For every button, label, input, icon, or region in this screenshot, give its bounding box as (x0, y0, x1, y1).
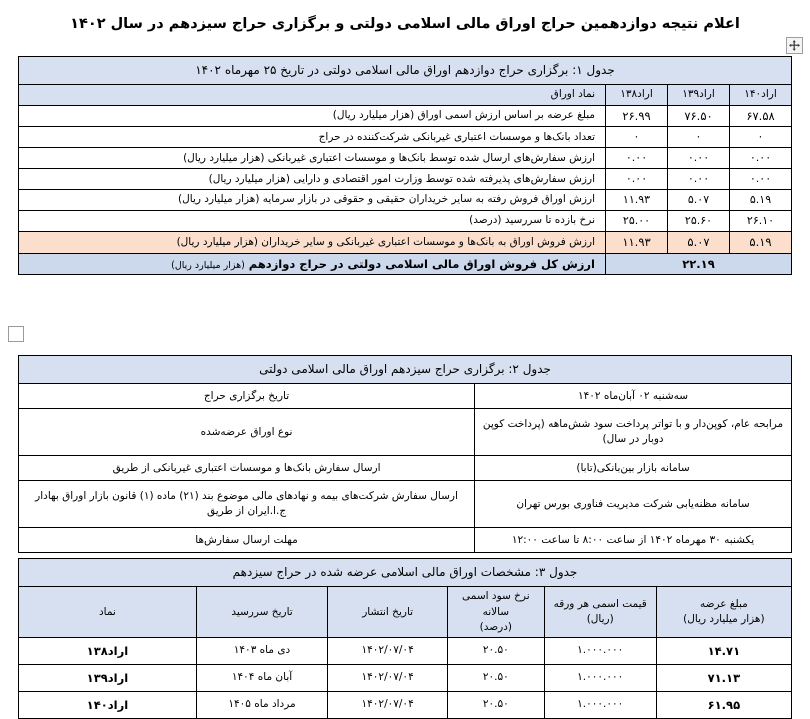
column-header-symbol: نماد (19, 587, 197, 638)
cell-value: ۰ (730, 127, 792, 148)
cell-value: ۵.۱۹ (730, 231, 792, 253)
cell-value: سه‌شنبه ۰۲ آبان‌ماه ۱۴۰۲ (475, 384, 792, 409)
cell-value: مرابحه عام، کوپن‌دار و با تواتر پرداخت سود شش‌ماهه (پرداخت کوپن دوبار در سال) (475, 409, 792, 456)
table-row (19, 169, 792, 190)
table-1-container (18, 56, 792, 275)
column-header-line2: (درصد) (479, 620, 513, 633)
cell-value: سامانه بازار بین‌بانکی(تابا) (475, 456, 792, 481)
total-label (19, 253, 606, 275)
cell-value: ۱۱.۹۳ (606, 231, 668, 253)
move-icon[interactable] (786, 37, 803, 54)
cell-issue-date: ۱۴۰۲/۰۷/۰۴ (328, 692, 448, 719)
cell-label: ارزش سفارش‌های پذیرفته شده توسط وزارت امور اقتصادی و دارایی (هزار میلیارد ریال) (19, 169, 606, 190)
cell-value: ۷۶.۵۰ (668, 105, 730, 127)
cell-symbol: اراد۱۳۸ (19, 638, 197, 665)
total-label-unit: (هزار میلیارد ریال) (171, 259, 245, 271)
cell-value: ۰ (668, 127, 730, 148)
cell-label: ارزش فروش اوراق به بانک‌ها و موسسات اعتباری غیربانکی و سایر خریداران (هزار میلیارد ریال) (19, 231, 606, 253)
table-row-header (19, 587, 792, 638)
column-header-face-value (544, 587, 656, 638)
table-row (19, 481, 792, 528)
table-row (19, 127, 792, 148)
column-header-maturity-date: تاریخ سررسید (196, 587, 327, 638)
table-row (19, 148, 792, 169)
cell-label: مبلغ عرضه بر اساس ارزش اسمی اوراق (هزار میلیارد ریال) (19, 105, 606, 127)
total-label-main: ارزش کل فروش اوراق مالی اسلامی دولتی در حراج دوازدهم (248, 256, 595, 271)
table-row-title (19, 559, 792, 587)
table-row-total (19, 253, 792, 275)
table-auction-thirteenth-details (18, 355, 792, 553)
table-row (19, 528, 792, 553)
cell-symbol: اراد۱۴۰ (19, 692, 197, 719)
column-header-arad140: اراد۱۴۰ (730, 85, 792, 105)
table-1-title: جدول ۱: برگزاری حراج دوازدهم اوراق مالی اسلامی دولتی در تاریخ ۲۵ مهرماه ۱۴۰۲ (19, 57, 792, 85)
cell-face-value: ۱.۰۰۰.۰۰۰ (544, 692, 656, 719)
table-row-title (19, 356, 792, 384)
cell-label: ارزش اوراق فروش رفته به سایر خریداران حقیقی و حقوقی در بازار سرمایه (هزار میلیارد ریال) (19, 190, 606, 211)
cell-label: ارسال سفارش بانک‌ها و موسسات اعتباری غیربانکی از طریق (19, 456, 475, 481)
cell-value: ۰.۰۰ (606, 148, 668, 169)
cell-label: تعداد بانک‌ها و موسسات اعتباری غیربانکی شرکت‌کننده در حراج (19, 127, 606, 148)
cell-value: یکشنبه ۳۰ مهرماه ۱۴۰۲ از ساعت ۸:۰۰ تا ساعت ۱۲:۰۰ (475, 528, 792, 553)
cell-offer-amount: ۶۱.۹۵ (656, 692, 791, 719)
cell-value: ۲۶.۹۹ (606, 105, 668, 127)
cell-value: ۰ (606, 127, 668, 148)
cell-value: سامانه مظنه‌یابی شرکت مدیریت فناوری بورس تهران (475, 481, 792, 528)
column-header-offer-amount (656, 587, 791, 638)
cell-value: ۲۶.۱۰ (730, 211, 792, 232)
row-header-label: نماد اوراق (19, 85, 606, 105)
table-row (19, 409, 792, 456)
column-header-arad139: اراد۱۳۹ (668, 85, 730, 105)
cell-rate: ۲۰.۵۰ (448, 665, 545, 692)
cell-value: ۰.۰۰ (668, 148, 730, 169)
cell-maturity-date: دی ماه ۱۴۰۳ (196, 638, 327, 665)
cell-maturity-date: مرداد ماه ۱۴۰۵ (196, 692, 327, 719)
table-row (19, 692, 792, 719)
cell-face-value: ۱.۰۰۰.۰۰۰ (544, 665, 656, 692)
table-securities-specifications (18, 558, 792, 719)
cell-face-value: ۱.۰۰۰.۰۰۰ (544, 638, 656, 665)
table-row (19, 638, 792, 665)
table-row (19, 384, 792, 409)
total-value: ۲۲.۱۹ (606, 253, 792, 275)
table-2-title: جدول ۲: برگزاری حراج سیزدهم اوراق مالی اسلامی دولتی (19, 356, 792, 384)
resize-handle-icon[interactable] (8, 326, 24, 342)
cell-value: ۰.۰۰ (730, 148, 792, 169)
column-header-line1: نرخ سود اسمی سالانه (462, 590, 530, 618)
table-row-header (19, 85, 792, 105)
column-header-arad138: اراد۱۳۸ (606, 85, 668, 105)
cell-label: ارزش سفارش‌های ارسال شده توسط بانک‌ها و موسسات اعتباری غیربانکی (هزار میلیارد ریال) (19, 148, 606, 169)
cell-offer-amount: ۷۱.۱۳ (656, 665, 791, 692)
table-row-highlighted (19, 231, 792, 253)
column-header-line2: (ریال) (586, 613, 614, 626)
cell-rate: ۲۰.۵۰ (448, 692, 545, 719)
cell-value: ۰.۰۰ (606, 169, 668, 190)
column-header-rate (448, 587, 545, 638)
cell-value: ۶۷.۵۸ (730, 105, 792, 127)
cell-issue-date: ۱۴۰۲/۰۷/۰۴ (328, 665, 448, 692)
table-auction-twelfth-results (18, 56, 792, 275)
column-header-issue-date: تاریخ انتشار (328, 587, 448, 638)
cell-label: نوع اوراق عرضه‌شده (19, 409, 475, 456)
column-header-line1: قیمت اسمی هر ورقه (553, 598, 647, 610)
table-row (19, 211, 792, 232)
table-row (19, 190, 792, 211)
cell-label: تاریخ برگزاری حراج (19, 384, 475, 409)
cell-value: ۲۵.۰۰ (606, 211, 668, 232)
cell-value: ۲۵.۶۰ (668, 211, 730, 232)
table-row (19, 665, 792, 692)
cell-value: ۵.۱۹ (730, 190, 792, 211)
cell-issue-date: ۱۴۰۲/۰۷/۰۴ (328, 638, 448, 665)
cell-value: ۵.۰۷ (668, 190, 730, 211)
table-2-container (18, 355, 792, 553)
cell-symbol: اراد۱۳۹ (19, 665, 197, 692)
cell-value: ۰.۰۰ (668, 169, 730, 190)
table-row (19, 105, 792, 127)
cell-maturity-date: آبان ماه ۱۴۰۴ (196, 665, 327, 692)
cell-label: ارسال سفارش شرکت‌های بیمه و نهادهای مالی موضوع بند (۲۱) ماده (۱) قانون بازار اوراق بهادار ج.ا.ایران از طریق (19, 481, 475, 528)
cell-value: ۱۱.۹۳ (606, 190, 668, 211)
column-header-line2: (هزار میلیارد ریال) (683, 613, 765, 626)
table-row-title (19, 57, 792, 85)
column-header-line1: مبلغ عرضه (699, 598, 748, 610)
table-row (19, 456, 792, 481)
cell-label: مهلت ارسال سفارش‌ها (19, 528, 475, 553)
cell-rate: ۲۰.۵۰ (448, 638, 545, 665)
cell-offer-amount: ۱۴.۷۱ (656, 638, 791, 665)
cell-value: ۰.۰۰ (730, 169, 792, 190)
cell-value: ۵.۰۷ (668, 231, 730, 253)
table-3-container (18, 558, 792, 719)
page-title: اعلام نتیجه دوازدهمین حراج اوراق مالی اسلامی دولتی و برگزاری حراج سیزدهم در سال ۱۴۰۲ (70, 16, 740, 32)
cell-label: نرخ بازده تا سررسید (درصد) (19, 211, 606, 232)
table-3-title: جدول ۳: مشخصات اوراق مالی اسلامی عرضه شده در حراج سیزدهم (19, 559, 792, 587)
